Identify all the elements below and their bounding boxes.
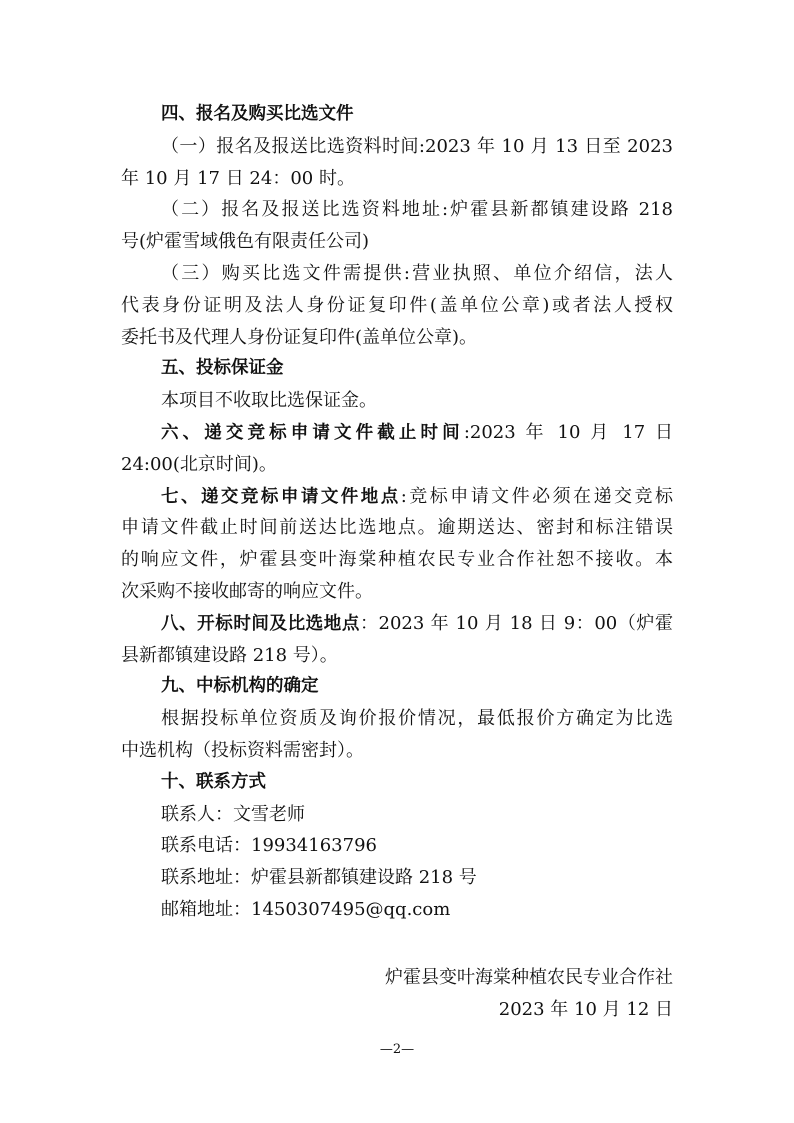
section-4-item-1-line-1: （一）报名及报送比选资料时间:2023 年 10 月 13 日至 2023 [161,135,673,157]
section-4-item-3-line-2: 代表身份证明及法人身份证复印件(盖单位公章)或者法人授权 [121,294,673,316]
section-4-heading: 四、报名及购买比选文件 [161,104,354,124]
section-8-time-place: ：2023 年 10 月 18 日 9：00（炉霍 [359,612,674,634]
section-7-line-1 [121,481,673,513]
section-4-item-1-line-2: 年 10 月 17 日 24：00 时。 [121,167,355,189]
section-5-heading: 五、投标保证金 [161,358,284,379]
signature-organization: 炉霍县变叶海棠种植农民专业合作社 [385,967,673,988]
section-4-item-2-line-1: （二）报名及报送比选资料地址:炉霍县新都镇建设路 218 [161,199,673,221]
section-9-line-1: 根据投标单位资质及询价报价情况，最低报价方确定为比选 [161,708,673,730]
signature-block [385,962,673,1026]
section-4-item-3-line-3: 委托书及代理人身份证复印件(盖单位公章)。 [121,326,478,348]
section-9-heading: 九、中标机构的确定 [161,676,319,697]
section-5-body: 本项目不收取比选保证金。 [161,390,377,412]
section-8-heading: 八、开标时间及比选地点 [161,613,360,634]
section-6-heading: 六、递交竞标申请文件截止时间 [161,422,464,443]
document-body [121,99,673,926]
section-10-heading: 十、联系方式 [161,771,266,792]
section-8-line-1 [121,608,673,640]
section-8-line-2: 县新都镇建设路 218 号）。 [121,644,338,666]
contact-address: 联系地址：炉霍县新都镇建设路 218 号 [161,867,477,889]
page-number: —2— [379,1042,415,1057]
section-9-line-2: 中选机构（投标资料需密封）。 [121,739,364,761]
section-4-item-3-line-1: （三）购买比选文件需提供:营业执照、单位介绍信，法人 [161,262,673,284]
section-6-deadline-date: :2023 年 10 月 17 日 [463,421,674,443]
section-7-text-start: :竞标申请文件必须在递交竞标 [400,485,673,507]
section-7-line-2: 申请文件截止时间前送达比选地点。逾期送达、密封和标注错误 [121,517,673,539]
contact-email: 邮箱地址：1450307495@qq.com [161,898,451,920]
section-7-line-3: 的响应文件，炉霍县变叶海棠种植农民专业合作社恕不接收。本 [121,549,673,571]
contact-person: 联系人：文雪老师 [161,803,305,825]
section-6-line-2: 24:00(北京时间)。 [121,453,277,475]
contact-phone: 联系电话：19934163796 [161,835,377,857]
section-6-line-1 [121,417,673,449]
signature-date: 2023 年 10 月 12 日 [498,998,673,1020]
section-7-heading: 七、递交竞标申请文件地点 [161,486,401,507]
section-4-item-2-line-2: 号(炉霍雪域俄色有限责任公司) [121,231,370,253]
section-7-line-4: 次采购不接收邮寄的响应文件。 [121,580,373,602]
